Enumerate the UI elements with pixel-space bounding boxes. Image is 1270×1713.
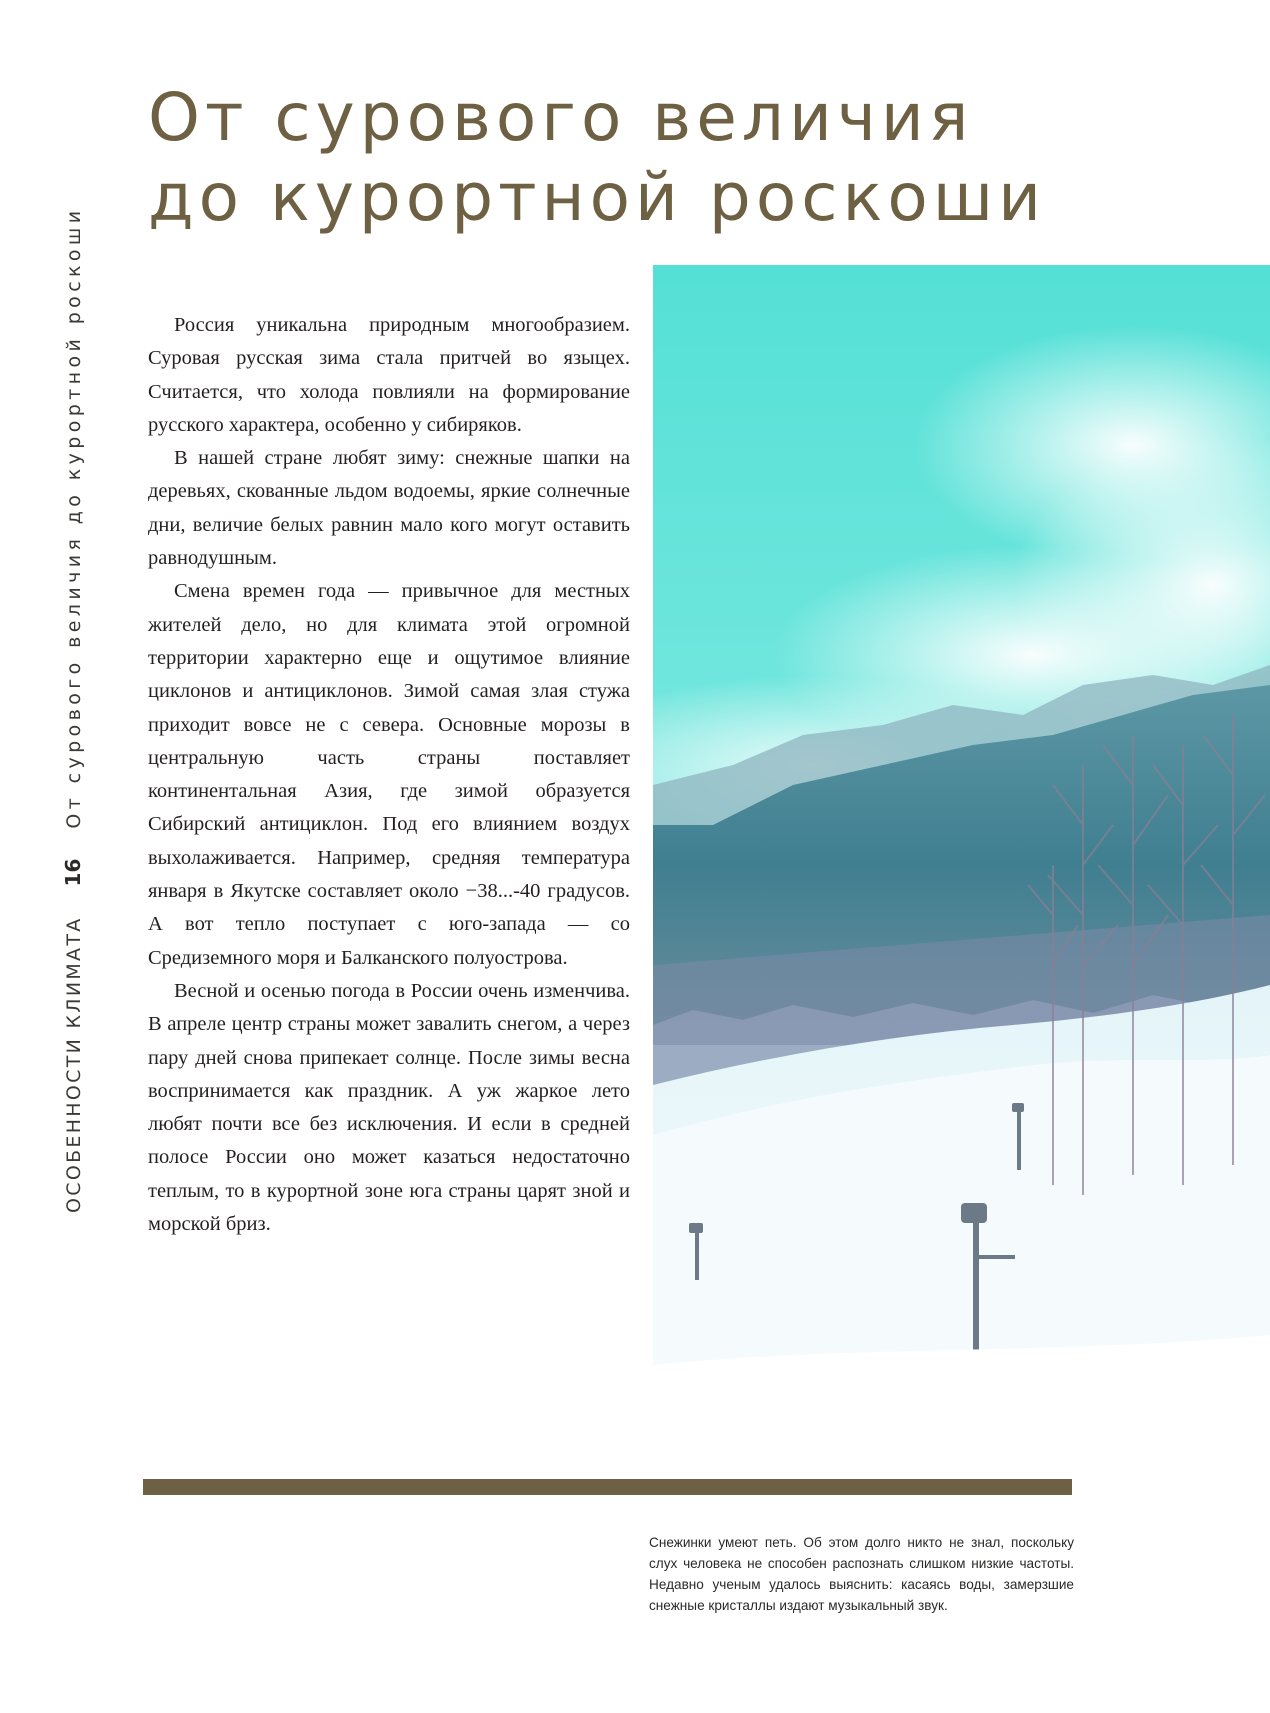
page-title-line-1: От сурового величия xyxy=(148,79,974,156)
page-title-line-2: до курортной роскоши xyxy=(148,159,1047,236)
running-header-section: От сурового величия до курортной роскоши xyxy=(63,206,85,829)
running-header-chapter: ОСОБЕННОСТИ КЛИМАТА xyxy=(63,916,85,1213)
paragraph-1: Россия уникальна природным многообразием. Суровая русская зима стала притчей во языцех. Считается, что холода повлияли на формирование русского характера, особенно у сибиряков. xyxy=(148,314,630,436)
page-title xyxy=(148,78,1148,238)
paragraph-2: В нашей стране любят зиму: снежные шапки на деревьях, скованные льдом водоемы, яркие солнечные дни, величие белых равнин мало кого могут оставить равнодушным. xyxy=(148,447,630,570)
paragraph-3: Смена времен года — привычное для местных жителей дело, но для климата этой огромной территории характерно еще и ощутимое влияние циклонов и антициклонов. Зимой самая злая стужа приходит вовсе не с севера. Основные морозы в центральную часть страны поставляет континентальная Азия, где зимой образуется Сибирский антициклон. Под его влиянием воздух выхолаживается. Например, средняя температура января в Якутске составляет около −38...-40 градусов. А вот тепло поступает с юго-запада — со Средиземного моря и Балканского полуострова. xyxy=(148,580,630,969)
page-number: 16 xyxy=(61,858,85,887)
horizontal-rule xyxy=(143,1479,1072,1495)
article-body xyxy=(148,309,630,1241)
winter-landscape-illustration xyxy=(653,265,1270,1460)
running-header-text xyxy=(62,207,85,1213)
paragraph-4: Весной и осенью погода в России очень изменчива. В апреле центр страны может завалить снегом, а через пару дней снова припекает солнце. После зимы весна воспринимается как праздник. А уж жаркое лето любят почти все без исключения. И если в средней полосе России оно может казаться недостаточно теплым, то в курортной зоне юга страны царят зной и морской бриз. xyxy=(148,979,630,1236)
fact-note: Снежинки умеют петь. Об этом долго никто не знал, поскольку слух человека не способен распознать слишком низкие частоты. Недавно ученым удалось выяснить: касаясь воды, замерзшие снежные кристаллы издают музыкальный звук. xyxy=(649,1534,1074,1613)
winter-landscape-photo xyxy=(653,265,1270,1460)
